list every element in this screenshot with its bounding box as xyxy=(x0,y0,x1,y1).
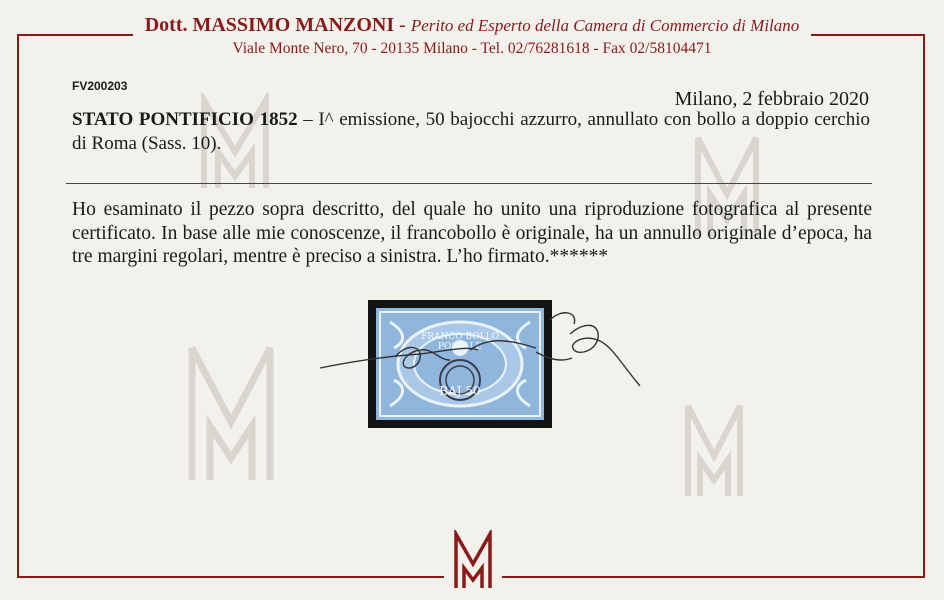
expert-subtitle: Perito ed Esperto della Camera di Commercio di Milano xyxy=(410,16,800,35)
stamp-details: – I^ emissione, 50 bajocchi azzurro, annullato con bollo a doppio cerchio di Roma (Sass. 10). xyxy=(72,109,870,154)
stamp-value-text: BAJ 50 xyxy=(439,384,481,398)
letterhead-title xyxy=(133,14,812,37)
letterhead-address: Viale Monte Nero, 70 - 20135 Milano - Tel. 02/76281618 - Fax 02/58104471 xyxy=(232,40,712,57)
place-date: Milano, 2 febbraio 2020 xyxy=(674,88,869,110)
stamp-title: STATO PONTIFICIO 1852 xyxy=(72,109,298,130)
monogram-watermark-icon xyxy=(184,338,278,486)
signature-icon xyxy=(300,290,660,420)
divider xyxy=(66,183,872,184)
letterhead xyxy=(0,14,944,37)
expert-name: Dott. MASSIMO MANZONI xyxy=(144,14,395,36)
monogram-watermark-icon xyxy=(682,398,746,500)
stamp-description xyxy=(72,108,870,156)
bottom-monogram xyxy=(444,530,502,595)
header-separator: - xyxy=(394,14,411,36)
certificate-body: Ho esaminato il pezzo sopra descritto, del quale ho unito una riproduzione fotografica al presente certificato. In base alle mie conoscenze, il francobollo è originale, ha un annullo originale d’epoca, ha tre margini regolari, mentre è preciso a sinistra. L’ho firmato.****** xyxy=(72,199,872,267)
stamp-top-text: FRANCO BOLLO POSTALE xyxy=(420,332,499,352)
monogram-logo-icon xyxy=(452,530,494,590)
certificate-code: FV200203 xyxy=(72,79,128,93)
